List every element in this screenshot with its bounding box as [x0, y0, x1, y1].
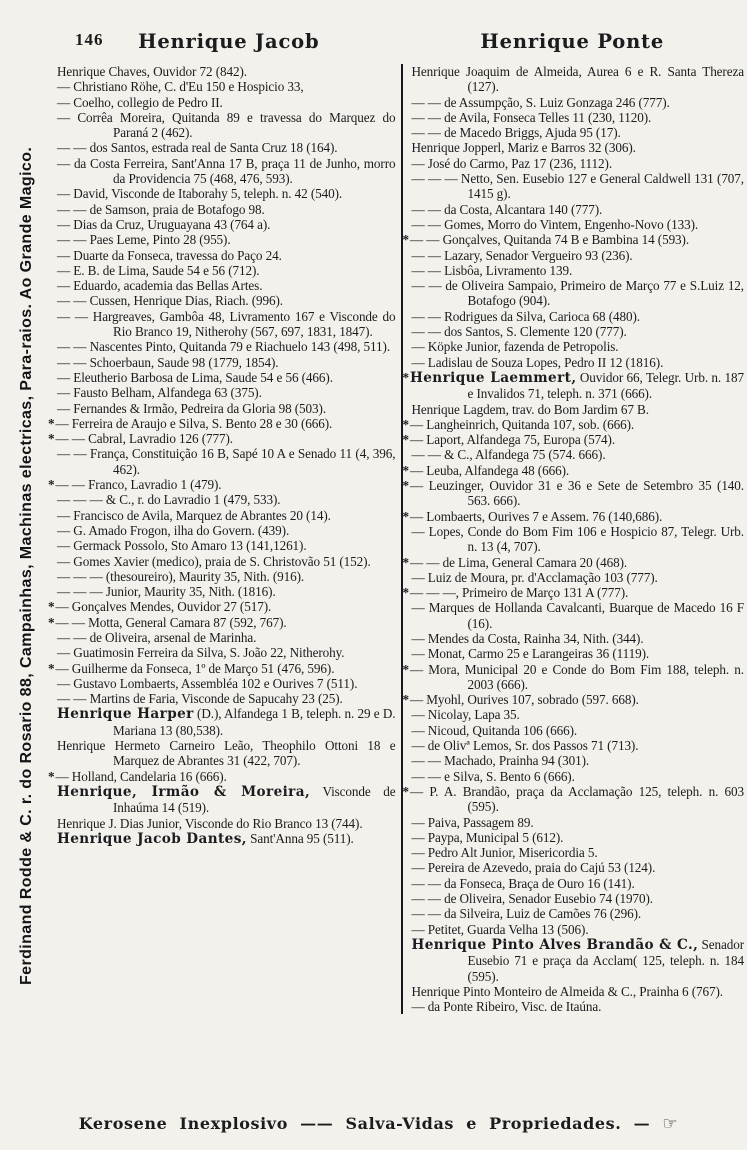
directory-entry: — — Lazary, Senador Vergueiro 93 (236).	[411, 247, 633, 263]
entry-bold-name: Henrique Pinto Alves Brandão & C.,	[411, 936, 699, 953]
directory-entry: — Nicolay, Lapa 35.	[411, 707, 520, 723]
directory-entry: — — de Oliveira, Senador Eusebio 74 (1970).	[411, 891, 653, 907]
directory-entry: — de Olivª Lemos, Sr. dos Passos 71 (713).	[411, 738, 639, 754]
entry-bold-name: Henrique Laemmert,	[410, 369, 577, 386]
directory-entry: *— Myohl, Ourives 107, sobrado (597. 668).	[402, 692, 639, 708]
asterisk-marker: *	[48, 431, 55, 447]
directory-entry: — — de Oliveira, arsenal de Marinha.	[57, 629, 257, 645]
directory-entry: — da Costa Ferreira, Sant'Anna 17 B, praça 11 de Junho, morro da Providencia 75 (468, 476, 593).	[57, 155, 396, 187]
directory-entry: — — Machado, Prainha 94 (301).	[411, 753, 590, 769]
directory-entry: — — Lisbôa, Livramento 139.	[411, 262, 573, 278]
directory-entry: — Dias da Cruz, Uruguayana 43 (764 a).	[57, 216, 271, 232]
directory-entry: — G. Amado Frogon, ilha do Govern. (439).	[57, 522, 290, 538]
directory-entry: — — Nascentes Pinto, Quitanda 79 e Riachuelo 143 (498, 511).	[57, 339, 391, 355]
directory-entry: Henrique Lagdem, trav. do Bom Jardim 67 B.	[411, 401, 649, 417]
asterisk-marker: *	[402, 554, 409, 570]
directory-entry: — Eduardo, academia das Bellas Artes.	[57, 278, 263, 294]
directory-columns	[48, 64, 744, 1015]
right-column	[401, 64, 745, 1014]
asterisk-marker: *	[402, 369, 409, 385]
directory-entry: *— Laport, Alfandega 75, Europa (574).	[402, 432, 616, 448]
directory-entry: — Eleutherio Barbosa de Lima, Saude 54 e 56 (466).	[57, 369, 333, 385]
asterisk-marker: *	[402, 692, 409, 708]
directory-entry: — — Martins de Faria, Visconde de Sapucahy 23 (25).	[57, 691, 343, 707]
directory-entry: — — de Avila, Fonseca Telles 11 (230, 1120).	[411, 109, 652, 125]
directory-entry: Henrique, Irmão & Moreira, Visconde de Inhaúma 14 (519).	[57, 783, 396, 816]
directory-entry: — — — (thesoureiro), Maurity 35, Nith. (916).	[57, 568, 305, 584]
directory-entry: — — — Junior, Maurity 35, Nith. (1816).	[57, 584, 276, 600]
directory-entry: *— Langheinrich, Quitanda 107, sob. (666).	[402, 416, 635, 432]
directory-entry: *Henrique Laemmert, Ouvidor 66, Telegr. Urb. n. 187 e Invalidos 71, teleph. n. 371 (666).	[402, 369, 744, 402]
directory-entry: — — — Netto, Sen. Eusebio 127 e General Caldwell 131 (707, 1415 g).	[411, 171, 744, 202]
directory-entry: — Paiva, Passagem 89.	[411, 814, 534, 830]
asterisk-marker: *	[402, 432, 409, 448]
directory-entry: — Nicoud, Quitanda 106 (666).	[411, 722, 578, 738]
directory-entry: *— — Cabral, Lavradio 126 (777).	[48, 431, 233, 447]
directory-entry: *— Holland, Candelaria 16 (666).	[48, 768, 227, 784]
directory-entry: Henrique Jacob Dantes, Sant'Anna 95 (511).	[57, 830, 354, 847]
directory-entry: — Christiano Röhe, C. d'Eu 150 e Hospicio 33,	[57, 79, 304, 95]
asterisk-marker: *	[402, 783, 409, 799]
directory-entry: — — de Oliveira Sampaio, Primeiro de Março 77 e S.Luiz 12, Botafogo (904).	[411, 278, 744, 309]
directory-entry: — Paypa, Municipal 5 (612).	[411, 829, 564, 845]
directory-entry: — E. B. de Lima, Saude 54 e 56 (712).	[57, 262, 260, 278]
entry-bold-name: Henrique, Irmão & Moreira,	[57, 783, 311, 800]
directory-entry: *— P. A. Brandão, praça da Acclamação 125, teleph. n. 603 (595).	[402, 783, 744, 815]
directory-entry: — Lopes, Conde do Bom Fim 106 e Hospicio 87, Telegr. Urb. n. 13 (4, 707).	[411, 523, 744, 555]
directory-entry: Henrique Chaves, Ouvidor 72 (842).	[57, 64, 247, 79]
directory-entry: — — Paes Leme, Pinto 28 (955).	[57, 232, 231, 248]
directory-entry: — David, Visconde de Itaborahy 5, teleph. n. 42 (540).	[57, 186, 343, 202]
directory-entry: — Pedro Alt Junior, Misericordia 5.	[411, 845, 598, 861]
directory-entry: Henrique Pinto Monteiro de Almeida & C., Prainha 6 (767).	[411, 983, 723, 999]
directory-entry: — Mendes da Costa, Rainha 34, Nith. (344).	[411, 630, 644, 646]
directory-entry: — — da Silveira, Luiz de Camões 76 (296).	[411, 906, 642, 922]
directory-entry: Henrique Joaquim de Almeida, Aurea 6 e R. Santa Thereza (127).	[411, 64, 744, 95]
directory-entry: Henrique Pinto Alves Brandão & C., Senador Eusebio 71 e praça da Acclam( 125, teleph. n. 184 (595).	[411, 936, 744, 984]
directory-entry: — — Rodrigues da Silva, Carioca 68 (480).	[411, 308, 640, 324]
directory-entry: — — de Macedo Briggs, Ajuda 95 (17).	[411, 125, 621, 141]
directory-entry: — José do Carmo, Paz 17 (236, 1112).	[411, 155, 613, 171]
margin-advertisement: Ferdinand Rodde & C. r. do Rosario 88, Campainhas, Machinas electricas, Para-raios. Ao Grande Magico.	[18, 146, 35, 986]
directory-entry: *— — Franco, Lavradio 1 (479).	[48, 477, 222, 493]
asterisk-marker: *	[48, 477, 55, 493]
asterisk-marker: *	[402, 416, 409, 432]
directory-entry: *— Mora, Municipal 20 e Conde do Bom Fim 188, teleph. n. 2003 (666).	[402, 661, 744, 692]
directory-entry: — Germack Possolo, Sto Amaro 13 (141,1261).	[57, 538, 307, 554]
right-column-title: Henrique Ponte	[480, 30, 665, 53]
directory-entry: — — dos Santos, estrada real de Santa Cruz 18 (164).	[57, 140, 338, 156]
directory-entry: — — & C., Alfandega 75 (574. 666).	[411, 447, 606, 463]
entry-bold-name: Henrique Harper	[57, 706, 194, 723]
directory-entry: *— Leuba, Alfandega 48 (666).	[402, 462, 570, 478]
directory-entry: — Fernandes & Irmão, Pedreira da Gloria 98 (503).	[57, 400, 327, 416]
directory-entry: — — Schoerbaun, Saude 98 (1779, 1854).	[57, 354, 279, 370]
directory-entry: — Petitet, Guarda Velha 13 (506).	[411, 921, 589, 937]
directory-entry: — — da Costa, Alcantara 140 (777).	[411, 201, 603, 217]
asterisk-marker: *	[48, 415, 55, 431]
page-number: 146	[75, 30, 104, 49]
directory-entry: *— Lombaerts, Ourives 7 e Assem. 76 (140,686).	[402, 508, 663, 524]
directory-entry: Henrique Harper (D.), Alfandega 1 B, teleph. n. 29 e D. Mariana 13 (80,538).	[57, 706, 396, 738]
directory-entry: — — de Assumpção, S. Luiz Gonzaga 246 (777).	[411, 94, 670, 110]
directory-entry: — Ladislau de Souza Lopes, Pedro II 12 (1816).	[411, 354, 664, 370]
directory-entry: *— — Gonçalves, Quitanda 74 B e Bambina 14 (593).	[402, 232, 690, 248]
directory-entry: *— — —, Primeiro de Março 131 A (777).	[402, 585, 629, 601]
asterisk-marker: *	[48, 768, 55, 784]
directory-entry: — Pereira de Azevedo, praia do Cajú 53 (124).	[411, 860, 656, 876]
directory-entry: — Monat, Carmo 25 e Larangeiras 36 (1119).	[411, 646, 650, 662]
directory-entry: — — da Fonseca, Braça de Ouro 16 (141).	[411, 875, 635, 891]
directory-entry: — Köpke Junior, fazenda de Petropolis.	[411, 339, 619, 355]
asterisk-marker: *	[402, 508, 409, 524]
directory-entry: *— — Motta, General Camara 87 (592, 767).	[48, 614, 287, 630]
directory-entry: — — Gomes, Morro do Vintem, Engenho-Novo (133).	[411, 216, 699, 232]
asterisk-marker: *	[402, 661, 409, 677]
left-column-title: Henrique Jacob	[138, 30, 320, 53]
asterisk-marker: *	[402, 232, 409, 248]
directory-entry: *— Leuzinger, Ouvidor 31 e 36 e Sete de Setembro 35 (140. 563. 666).	[402, 478, 744, 509]
directory-entry: — — Cussen, Henrique Dias, Riach. (996).	[57, 293, 284, 309]
asterisk-marker: *	[402, 462, 409, 478]
asterisk-marker: *	[402, 478, 409, 494]
page-header	[57, 0, 744, 58]
directory-entry: — — — & C., r. do Lavradio 1 (479, 533).	[57, 492, 281, 508]
directory-entry: — Coelho, collegio de Pedro II.	[57, 94, 223, 110]
directory-entry: Henrique Jopperl, Mariz e Barros 32 (306).	[411, 140, 636, 156]
footer-text: Kerosene Inexplosivo —— Salva-Vidas e Propriedades. —	[78, 1114, 663, 1133]
directory-entry: Henrique Hermeto Carneiro Leão, Theophilo Ottoni 18 e Marquez de Abrantes 31 (422, 707).	[57, 738, 396, 769]
directory-entry: — Corrêa Moreira, Quitanda 89 e travessa do Marquez do Paraná 2 (462).	[57, 109, 396, 141]
directory-entry: *— Ferreira de Araujo e Silva, S. Bento 28 e 30 (666).	[48, 415, 333, 431]
directory-entry: — Duarte da Fonseca, travessa do Paço 24.	[57, 247, 282, 263]
directory-entry: — Gustavo Lombaerts, Assembléa 102 e Ourives 7 (511).	[57, 675, 358, 691]
directory-entry: — Gomes Xavier (medico), praia de S. Christovão 51 (152).	[57, 553, 371, 569]
asterisk-marker: *	[48, 614, 55, 630]
header-right-half	[401, 30, 745, 53]
entry-bold-name: Henrique Jacob Dantes,	[57, 830, 247, 847]
manicule-icon: ☞	[662, 1114, 679, 1134]
directory-entry: — — e Silva, S. Bento 6 (666).	[411, 768, 575, 784]
directory-entry: — Luiz de Moura, pr. d'Acclamação 103 (777).	[411, 569, 658, 585]
header-left-half	[57, 30, 401, 53]
directory-entry: *— Guilherme da Fonseca, 1º de Março 51 (476, 596).	[48, 660, 335, 676]
directory-entry: *— — de Lima, General Camara 20 (468).	[402, 554, 628, 570]
directory-entry: — Francisco de Avila, Marquez de Abrantes 20 (14).	[57, 507, 331, 523]
directory-entry: — — de Samson, praia de Botafogo 98.	[57, 201, 265, 217]
page-content	[48, 0, 744, 1150]
left-column	[48, 64, 401, 1014]
directory-entry: — Guatimosin Ferreira da Silva, S. João 22, Nitherohy.	[57, 645, 345, 661]
directory-entry: Henrique J. Dias Junior, Visconde do Rio Branco 13 (744).	[57, 815, 363, 831]
directory-entry: — — dos Santos, S. Clemente 120 (777).	[411, 324, 627, 340]
directory-entry: *— Gonçalves Mendes, Ouvidor 27 (517).	[48, 599, 272, 615]
directory-entry: — — Hargreaves, Gambôa 48, Livramento 167 e Visconde do Rio Branco 19, Nitherohy (567, 697, 1831, 1847).	[57, 308, 396, 340]
directory-entry: — da Ponte Ribeiro, Visc. de Itaúna.	[411, 999, 602, 1015]
directory-entry: — Marques de Hollanda Cavalcanti, Buarque de Macedo 16 F (16).	[411, 600, 744, 631]
directory-entry: — Fausto Belham, Alfandega 63 (375).	[57, 385, 262, 401]
asterisk-marker: *	[48, 660, 55, 676]
asterisk-marker: *	[402, 585, 409, 601]
asterisk-marker: *	[48, 599, 55, 615]
footer-advertisement	[10, 1114, 747, 1134]
directory-entry: — — França, Constituição 16 B, Sapé 10 A e Senado 11 (4, 396, 462).	[57, 446, 396, 477]
